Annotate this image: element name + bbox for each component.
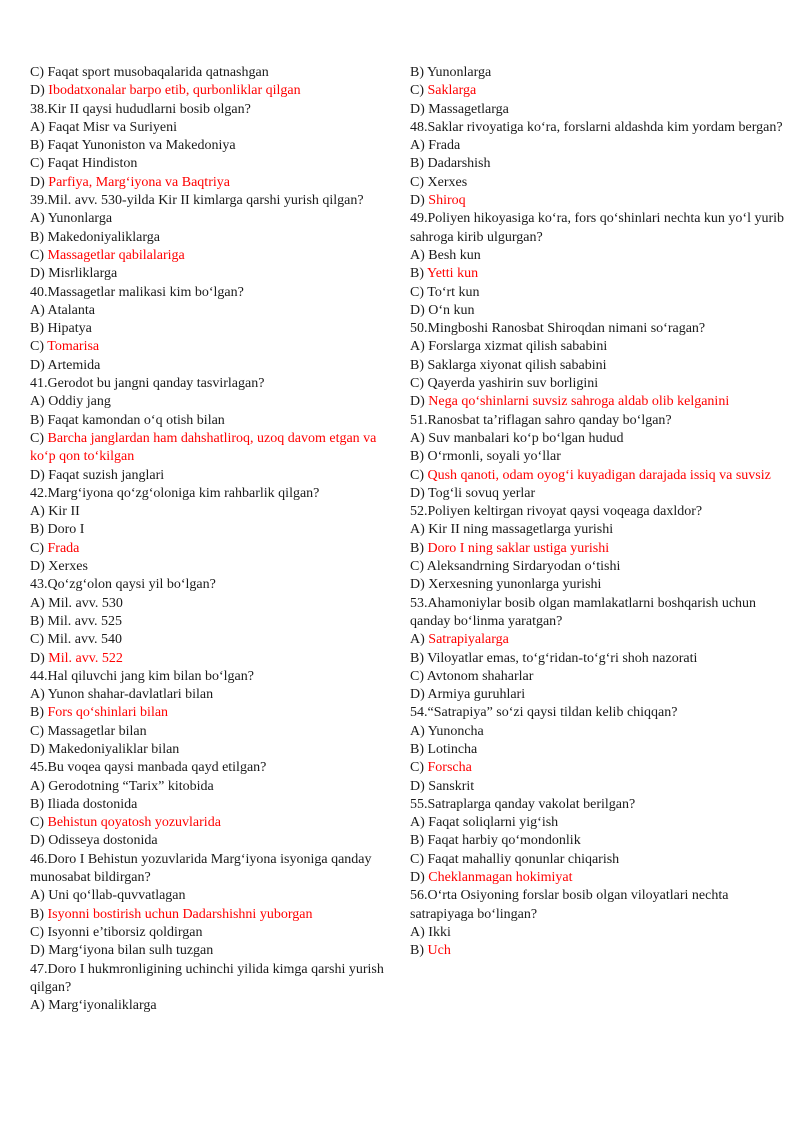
option-text: Tog‘li sovuq yerlar	[428, 485, 536, 501]
correct-answer-option	[30, 82, 392, 100]
option-letter: B)	[30, 906, 44, 922]
option-text: Xerxes	[48, 559, 88, 575]
answer-option	[30, 210, 392, 228]
correct-answer-option	[30, 704, 392, 722]
correct-answer-option	[410, 942, 792, 960]
option-text: Yunonlarga	[426, 65, 492, 80]
answer-option	[410, 558, 792, 576]
answer-option	[30, 119, 392, 137]
option-text: Frada	[47, 540, 80, 556]
option-text: Faqat suzish janglari	[48, 467, 165, 483]
option-text: Uni qo‘llab-quvvatlagan	[48, 888, 186, 904]
question-text: 52.Poliyen keltirgan rivoyat qaysi voqeaga daxldor?	[410, 504, 703, 520]
answer-option	[30, 832, 392, 850]
option-text: Atalanta	[47, 302, 95, 318]
option-letter: A)	[30, 998, 45, 1014]
question-text: 47.Doro I hukmronligining uchinchi yilida kimga qarshi yurish qilgan?	[30, 961, 384, 995]
option-letter: C)	[410, 668, 424, 684]
option-letter: B)	[410, 741, 424, 757]
question-text: 54.“Satrapiya” so‘zi qaysi tildan kelib chiqqan?	[410, 705, 678, 721]
option-letter: C)	[410, 284, 424, 300]
option-text: Marg‘iyona bilan sulh tuzgan	[48, 943, 214, 959]
option-text: Massagetlarga	[428, 101, 509, 117]
option-text: Forslarga xizmat qilish sababini	[428, 339, 608, 355]
question-text: 53.Ahamoniylar bosib olgan mamlakatlarni boshqarish uchun qanday bo‘linma yaratgan?	[410, 595, 757, 629]
answer-option	[410, 302, 792, 320]
correct-answer-option	[30, 814, 392, 832]
question-text: 46.Doro I Behistun yozuvlarida Marg‘iyona isyoniga qanday munosabat bildirgan?	[30, 851, 372, 886]
option-letter: A)	[410, 815, 425, 831]
option-letter: C)	[30, 815, 44, 831]
answer-option	[410, 430, 792, 448]
answer-option	[30, 558, 392, 576]
option-text: Frada	[428, 138, 461, 154]
answer-option	[410, 448, 792, 466]
option-text: O‘n kun	[428, 302, 475, 318]
answer-option	[30, 595, 392, 613]
option-letter: A)	[30, 302, 45, 318]
option-letter: A)	[410, 247, 425, 263]
option-letter: D)	[30, 741, 45, 757]
answer-option	[410, 155, 792, 173]
answer-option	[30, 412, 392, 430]
option-letter: B)	[410, 156, 424, 172]
answer-option	[30, 686, 392, 704]
option-letter: B)	[410, 540, 424, 556]
option-text: Uch	[427, 943, 451, 959]
option-letter: B)	[30, 522, 44, 538]
option-letter: B)	[30, 613, 44, 629]
option-text: Oddiy jang	[48, 394, 111, 410]
option-text: Odisseya dostonida	[48, 833, 158, 849]
correct-answer-option	[30, 906, 392, 924]
option-letter: C)	[30, 65, 44, 80]
option-letter: C)	[410, 851, 424, 867]
left-column	[30, 64, 392, 1015]
option-text: Faqat Misr va Suriyeni	[48, 119, 177, 135]
answer-option	[30, 887, 392, 905]
question-text: 51.Ranosbat ta’riflagan sahro qanday bo‘lgan?	[410, 412, 672, 428]
answer-option	[30, 778, 392, 796]
option-letter: D)	[410, 778, 425, 794]
right-column	[410, 64, 792, 961]
answer-option	[410, 137, 792, 155]
option-text: Saklarga xiyonat qilish sababini	[427, 357, 607, 373]
option-text: Mil. avv. 530	[48, 595, 123, 611]
option-letter: D)	[410, 101, 425, 117]
correct-answer-option	[410, 467, 792, 485]
option-letter: D)	[30, 833, 45, 849]
option-text: Ibodatxonalar barpo etib, qurbonliklar qilgan	[48, 83, 301, 99]
answer-option	[410, 485, 792, 503]
answer-option	[410, 668, 792, 686]
option-text: Yunonlarga	[47, 211, 113, 227]
answer-option	[410, 924, 792, 942]
correct-answer-option	[410, 82, 792, 100]
question-text: 42.Marg‘iyona qo‘zg‘oloniga kim rahbarlik qilgan?	[30, 485, 320, 501]
answer-option	[30, 320, 392, 338]
option-letter: B)	[410, 266, 424, 282]
option-text: Xerxesning yunonlarga yurishi	[428, 577, 602, 593]
option-letter: D)	[30, 83, 45, 99]
option-letter: C)	[410, 760, 424, 776]
option-letter: D)	[30, 559, 45, 575]
option-letter: D)	[410, 870, 425, 886]
correct-answer-option	[410, 869, 792, 887]
option-letter: A)	[30, 888, 45, 904]
question-text: 41.Gerodot bu jangni qanday tasvirlagan?	[30, 376, 265, 392]
answer-option	[30, 302, 392, 320]
answer-option	[410, 778, 792, 796]
option-text: Kir II	[48, 504, 80, 520]
answer-option	[410, 375, 792, 393]
option-text: Lotincha	[427, 741, 478, 757]
option-letter: C)	[30, 339, 44, 355]
question-text: 49.Poliyen hikoyasiga ko‘ra, fors qo‘shinlari nechta kun yo‘l yurib sahroga kirib ulgurgan?	[410, 211, 785, 245]
option-text: Faqat Hindiston	[47, 156, 138, 172]
option-text: Xerxes	[427, 174, 468, 190]
answer-option	[30, 64, 392, 82]
answer-option	[410, 576, 792, 594]
question-text: 45.Bu voqea qaysi manbada qayd etilgan?	[30, 760, 267, 776]
option-text: Faqat sport musobaqalarida qatnashgan	[47, 65, 269, 80]
option-letter: B)	[410, 650, 424, 666]
option-text: O‘rmonli, soyali yo‘llar	[427, 449, 561, 465]
answer-option	[30, 942, 392, 960]
option-text: Aleksandrning Sirdaryodan o‘tishi	[426, 559, 621, 575]
option-text: Hipatya	[47, 321, 92, 337]
answer-option	[410, 814, 792, 832]
option-letter: C)	[410, 559, 424, 575]
answer-option	[410, 284, 792, 302]
option-letter: C)	[30, 924, 44, 940]
option-text: Iliada dostonida	[47, 796, 138, 812]
option-letter: B)	[410, 833, 424, 849]
option-letter: D)	[30, 650, 45, 666]
question-text: 44.Hal qiluvchi jang kim bilan bo‘lgan?	[30, 668, 254, 684]
option-letter: A)	[410, 924, 425, 940]
answer-option	[30, 155, 392, 173]
answer-option	[410, 64, 792, 82]
answer-option	[410, 521, 792, 539]
correct-answer-option	[410, 540, 792, 558]
answer-option	[30, 521, 392, 539]
option-text: Barcha janglardan ham dahshatliroq, uzoq davom etgan va ko‘p qon to‘kilgan	[30, 430, 377, 465]
question-text: 40.Massagetlar malikasi kim bo‘lgan?	[30, 284, 244, 300]
answer-option	[30, 137, 392, 155]
option-letter: A)	[30, 504, 45, 520]
answer-option	[410, 101, 792, 119]
option-letter: B)	[410, 943, 424, 959]
question-text: 50.Mingboshi Ranosbat Shiroqdan nimani so‘ragan?	[410, 321, 706, 337]
option-letter: B)	[30, 412, 44, 428]
option-letter: D)	[410, 394, 425, 410]
question-text: 39.Mil. avv. 530-yilda Kir II kimlarga qarshi yurish qilgan?	[30, 193, 364, 209]
question-text: 48.Saklar rivoyatiga ko‘ra, forslarni aldashda kim yordam bergan?	[410, 119, 783, 135]
correct-answer-option	[30, 338, 392, 356]
option-letter: D)	[410, 485, 425, 501]
option-text: Shiroq	[428, 193, 466, 209]
option-letter: B)	[410, 357, 424, 373]
option-text: Sanskrit	[428, 778, 475, 794]
option-text: Qush qanoti, odam oyog‘i kuyadigan darajada issiq va suvsiz	[427, 467, 771, 483]
option-letter: B)	[30, 138, 44, 154]
option-letter: A)	[410, 339, 425, 355]
option-text: Behistun qoyatosh yozuvlarida	[47, 815, 221, 831]
option-letter: D)	[410, 302, 425, 318]
option-text: Isyonni bostirish uchun Dadarshishni yuborgan	[47, 906, 313, 922]
option-text: Misrliklarga	[48, 266, 118, 282]
correct-answer-option	[30, 247, 392, 265]
correct-answer-option	[410, 631, 792, 649]
option-letter: D)	[30, 266, 45, 282]
option-text: Dadarshish	[427, 156, 491, 172]
option-text: Viloyatlar emas, to‘g‘ridan-to‘g‘ri shoh nazorati	[427, 650, 698, 666]
correct-answer-option	[30, 430, 392, 467]
option-text: Faqat kamondan o‘q otish bilan	[47, 412, 225, 428]
correct-answer-option	[410, 759, 792, 777]
option-letter: A)	[30, 119, 45, 135]
answer-option	[30, 503, 392, 521]
option-letter: D)	[30, 467, 45, 483]
option-letter: C)	[30, 632, 44, 648]
option-text: Avtonom shaharlar	[426, 668, 534, 684]
option-text: Doro I ning saklar ustiga yurishi	[427, 540, 610, 556]
answer-option	[30, 357, 392, 375]
option-text: Faqat soliqlarni yig‘ish	[428, 815, 559, 831]
answer-option	[30, 997, 392, 1015]
correct-answer-option	[410, 393, 792, 411]
option-text: Yunoncha	[427, 723, 484, 739]
answer-option	[410, 741, 792, 759]
option-text: Nega qo‘shinlarni suvsiz sahroga aldab olib kelganini	[428, 394, 730, 410]
option-letter: C)	[410, 376, 424, 392]
option-text: Isyonni e’tiborsiz qoldirgan	[47, 924, 203, 940]
answer-option	[30, 265, 392, 283]
answer-option	[30, 741, 392, 759]
answer-option	[410, 650, 792, 668]
option-letter: A)	[30, 394, 45, 410]
option-letter: C)	[410, 174, 424, 190]
option-text: To‘rt kun	[427, 284, 480, 300]
option-text: Cheklanmagan hokimiyat	[428, 870, 573, 886]
answer-option	[410, 357, 792, 375]
option-text: Marg‘iyonaliklarga	[48, 998, 157, 1014]
answer-option	[410, 247, 792, 265]
option-letter: C)	[410, 467, 424, 483]
option-text: Tomarisa	[47, 339, 100, 355]
correct-answer-option	[30, 174, 392, 192]
option-text: Massagetlar bilan	[47, 723, 147, 739]
option-letter: D)	[410, 687, 425, 703]
option-text: Gerodotning “Tarix” kitobida	[48, 778, 214, 794]
option-letter: A)	[410, 522, 425, 538]
question-text: 38.Kir II qaysi hududlarni bosib olgan?	[30, 101, 251, 117]
option-letter: B)	[410, 65, 424, 80]
option-text: Forscha	[427, 760, 472, 776]
answer-option	[410, 723, 792, 741]
option-letter: A)	[410, 138, 425, 154]
option-text: Doro I	[47, 522, 85, 538]
correct-answer-option	[30, 540, 392, 558]
option-text: Armiya guruhlari	[427, 687, 526, 703]
answer-option	[410, 686, 792, 704]
answer-option	[410, 832, 792, 850]
option-text: Parfiya, Marg‘iyona va Baqtriya	[48, 174, 230, 190]
option-letter: B)	[410, 449, 424, 465]
option-text: Mil. avv. 525	[47, 613, 123, 629]
answer-option	[30, 613, 392, 631]
option-letter: B)	[30, 321, 44, 337]
option-text: Ikki	[428, 924, 451, 940]
question-text: 56.O‘rta Osiyoning forslar bosib olgan viloyatlari nechta satrapiyaga bo‘lingan?	[410, 888, 729, 922]
option-text: Artemida	[47, 357, 101, 373]
answer-option	[30, 796, 392, 814]
option-letter: C)	[30, 156, 44, 172]
option-letter: A)	[410, 430, 425, 446]
option-letter: A)	[410, 632, 425, 648]
answer-option	[30, 467, 392, 485]
answer-option	[30, 631, 392, 649]
option-letter: D)	[410, 577, 425, 593]
option-letter: A)	[410, 723, 425, 739]
answer-option	[30, 924, 392, 942]
option-text: Fors qo‘shinlari bilan	[47, 705, 169, 721]
option-text: Besh kun	[428, 247, 481, 263]
correct-answer-option	[410, 192, 792, 210]
option-text: Mil. avv. 540	[47, 632, 123, 648]
option-text: Suv manbalari ko‘p bo‘lgan hudud	[428, 430, 624, 446]
answer-option	[410, 851, 792, 869]
option-text: Faqat harbiy qo‘mondonlik	[427, 833, 581, 849]
option-text: Satrapiyalarga	[428, 632, 509, 648]
option-letter: A)	[30, 687, 45, 703]
option-text: Massagetlar qabilalariga	[47, 247, 185, 263]
option-text: Saklarga	[427, 83, 477, 99]
option-letter: B)	[30, 229, 44, 245]
option-letter: C)	[410, 83, 424, 99]
option-text: Makedoniyaliklar bilan	[48, 741, 180, 757]
option-text: Makedoniyaliklarga	[47, 229, 160, 245]
correct-answer-option	[30, 650, 392, 668]
question-text: 55.Satraplarga qanday vakolat berilgan?	[410, 796, 636, 812]
correct-answer-option	[410, 265, 792, 283]
option-text: Faqat Yunoniston va Makedoniya	[47, 138, 236, 154]
answer-option	[30, 723, 392, 741]
answer-option	[410, 338, 792, 356]
option-letter: C)	[30, 247, 44, 263]
option-letter: A)	[30, 211, 45, 227]
option-text: Yunon shahar-davlatlari bilan	[47, 687, 214, 703]
option-text: Qayerda yashirin suv borligini	[427, 376, 599, 392]
option-letter: D)	[30, 357, 45, 373]
answer-option	[30, 229, 392, 247]
option-letter: D)	[30, 174, 45, 190]
answer-option	[30, 393, 392, 411]
option-text: Faqat mahalliy qonunlar chiqarish	[427, 851, 620, 867]
option-letter: B)	[30, 796, 44, 812]
question-text: 43.Qo‘zg‘olon qaysi yil bo‘lgan?	[30, 577, 216, 593]
option-text: Kir II ning massagetlarga yurishi	[428, 522, 614, 538]
option-letter: B)	[30, 705, 44, 721]
option-letter: C)	[30, 540, 44, 556]
option-letter: A)	[30, 778, 45, 794]
option-text: Mil. avv. 522	[48, 650, 123, 666]
option-letter: D)	[410, 193, 425, 209]
option-text: Yetti kun	[426, 266, 479, 282]
option-letter: D)	[30, 943, 45, 959]
option-letter: C)	[30, 430, 44, 446]
answer-option	[410, 174, 792, 192]
option-letter: C)	[30, 723, 44, 739]
option-letter: A)	[30, 595, 45, 611]
